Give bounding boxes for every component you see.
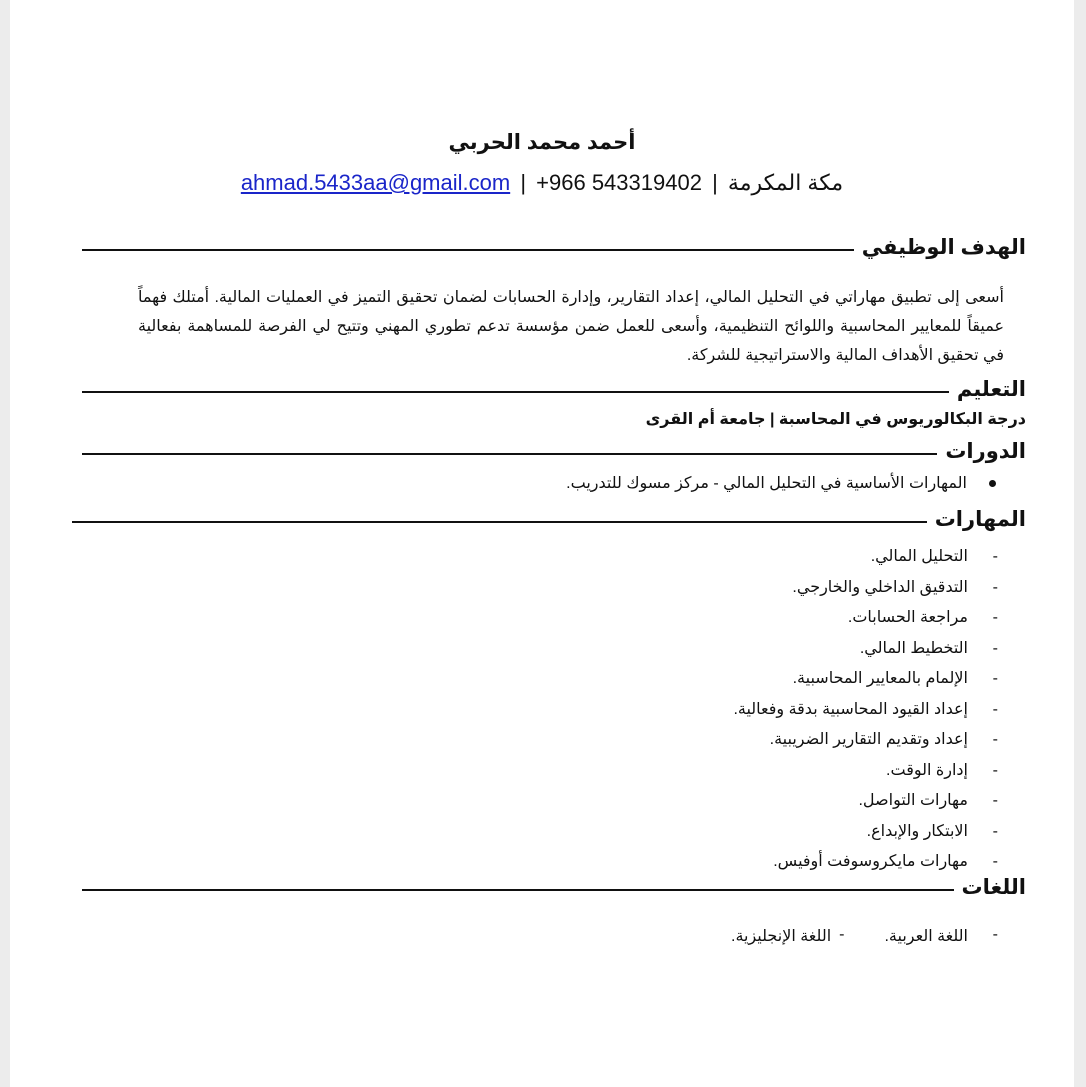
skill-item <box>733 634 998 665</box>
section-education <box>82 374 1026 404</box>
skill-text: التخطيط المالي. <box>859 639 968 657</box>
skill-item <box>733 542 998 573</box>
section-title-education: التعليم <box>956 377 1026 401</box>
skills-list <box>733 542 998 878</box>
skill-text: مراجعة الحسابات. <box>847 609 968 627</box>
skill-text: التدقيق الداخلي والخارجي. <box>792 578 968 596</box>
dash-bullet: - <box>992 822 998 840</box>
skill-text: مهارات مايكروسوفت أوفيس. <box>773 853 968 871</box>
section-courses <box>82 436 1026 466</box>
skill-item <box>733 786 998 817</box>
section-divider <box>82 249 854 251</box>
bullet-icon <box>989 480 996 487</box>
section-divider <box>82 391 949 393</box>
course-item <box>566 473 996 493</box>
section-title-courses: الدورات <box>945 439 1026 463</box>
section-title-languages: اللغات <box>961 875 1026 899</box>
skill-item <box>733 817 998 848</box>
language-text: اللغة العربية. <box>884 928 968 945</box>
dash-bullet: - <box>992 639 998 657</box>
dash-bullet: - <box>992 609 998 627</box>
objective-paragraph: أسعى إلى تطبيق مهاراتي في التحليل المالي، إعداد التقارير، وإدارة الحسابات لضمان تحقيق التميز في العمليات المالية. أمتلك فهماً عميقاً للمعايير المحاسبية واللوائح التنظيمية، وأسعى للعمل ضمن مؤسسة تدعم تطوري المهني وتتيح لي الفرصة للمساهمة بفعالية في تحقيق الأهداف المالية والاستراتيجية للشركة. <box>138 289 1004 364</box>
skill-text: الابتكار والإبداع. <box>866 822 968 840</box>
dash-bullet: - <box>992 700 998 718</box>
skill-item <box>733 603 998 634</box>
dash-bullet: - <box>992 670 998 688</box>
contact-line <box>10 170 1074 196</box>
phone-text: +966 543319402 <box>536 170 702 195</box>
dash-bullet: - <box>992 761 998 779</box>
skill-item <box>733 664 998 695</box>
skill-text: الإلمام بالمعايير المحاسبية. <box>792 670 968 688</box>
skill-text: إدارة الوقت. <box>886 761 968 779</box>
skill-text: إعداد القيود المحاسبية بدقة وفعالية. <box>733 700 968 718</box>
section-divider <box>72 521 927 523</box>
dash-bullet: - <box>992 853 998 871</box>
section-languages <box>82 872 1026 902</box>
skill-item <box>733 573 998 604</box>
dash-bullet: - <box>992 926 998 943</box>
section-title-objective: الهدف الوظيفي <box>861 235 1026 259</box>
skill-text: إعداد وتقديم التقارير الضريبية. <box>769 731 968 749</box>
dash-bullet: - <box>992 548 998 566</box>
skill-item <box>733 756 998 787</box>
dash-bullet: - <box>992 578 998 596</box>
dash-bullet: - <box>992 731 998 749</box>
dash-bullet: - <box>992 792 998 810</box>
skill-text: التحليل المالي. <box>870 548 968 566</box>
education-degree: درجة البكالوريوس في المحاسبة | جامعة أم القرى <box>645 411 1026 428</box>
resume-page <box>10 0 1074 1087</box>
separator: | <box>712 170 718 195</box>
skill-item <box>733 725 998 756</box>
email-link[interactable]: ahmad.5433aa@gmail.com <box>240 170 511 195</box>
skill-item <box>733 695 998 726</box>
skill-text: مهارات التواصل. <box>858 792 968 810</box>
language-item <box>731 926 844 946</box>
language-text: اللغة الإنجليزية. <box>731 928 832 945</box>
candidate-name: أحمد محمد الحربي <box>448 131 636 154</box>
section-divider <box>82 889 954 891</box>
dash-bullet: - <box>839 926 845 943</box>
section-title-skills: المهارات <box>934 507 1026 531</box>
languages-list <box>731 926 998 946</box>
section-skills <box>72 504 1026 534</box>
course-text: المهارات الأساسية في التحليل المالي - مركز مسوك للتدريب. <box>566 475 967 492</box>
city-text: مكة المكرمة <box>727 170 844 195</box>
language-item <box>884 926 998 946</box>
section-objective <box>82 232 1026 262</box>
separator: | <box>520 170 527 195</box>
section-divider <box>82 453 937 455</box>
